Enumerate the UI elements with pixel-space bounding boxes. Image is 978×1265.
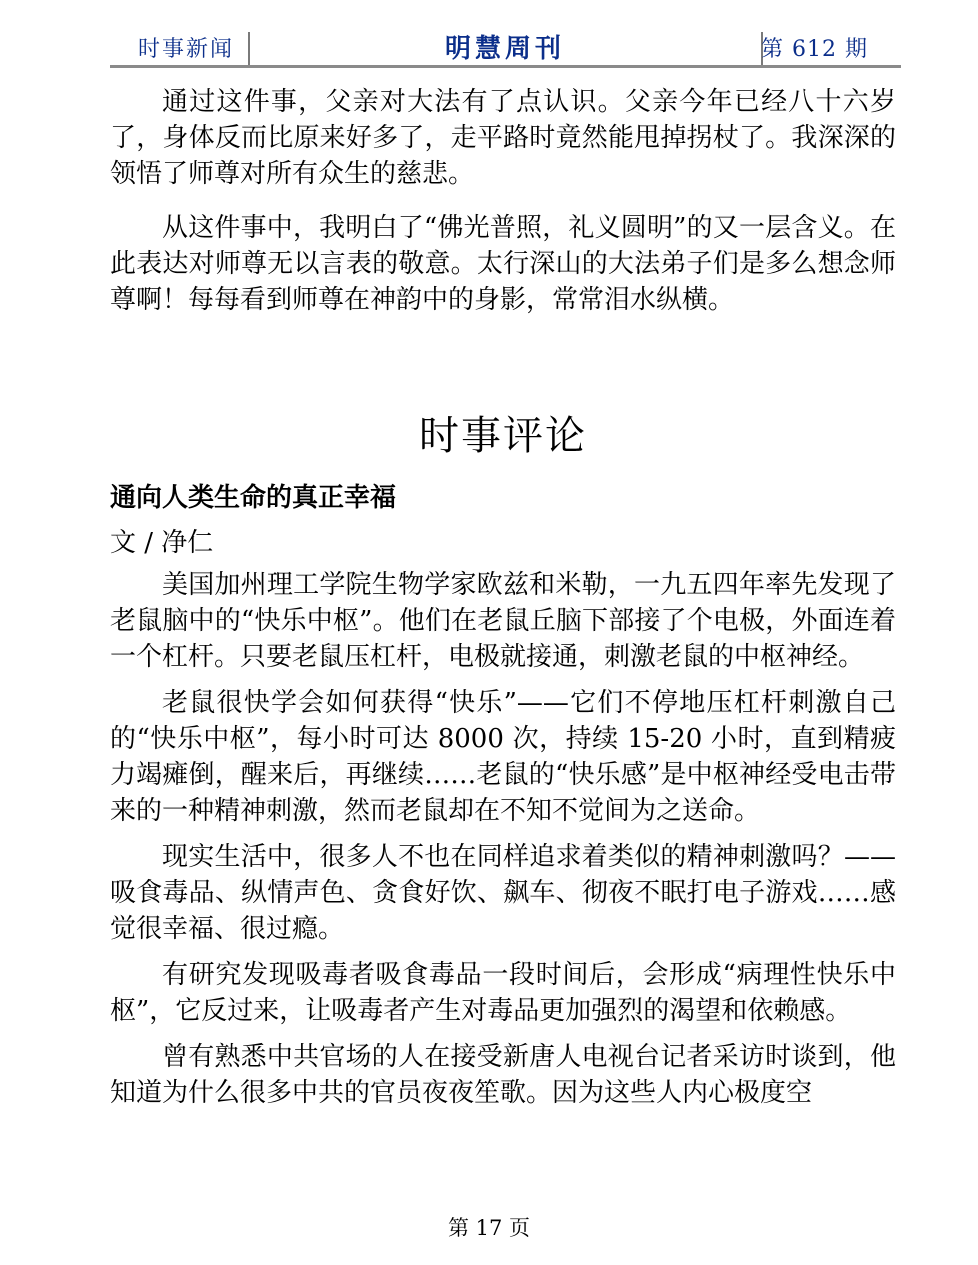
article-paragraph: 老鼠很快学会如何获得“快乐”——它们不停地压杠杆刺激自己的“快乐中枢”，每小时可达 8000 次，持续 15-20 小时，直到精疲力竭瘫倒，醒来后，再继续……老鼠的“快乐感”是中枢神经受电击带来的一种精神刺激，然而老鼠却在不知不觉间为之送命。 [110,688,896,826]
article-author: 文 / 净仁 [110,528,214,558]
article-paragraph: 曾有熟悉中共官场的人在接受新唐人电视台记者采访时谈到，他知道为什么很多中共的官员夜夜笙歌。因为这些人内心极度空 [110,1042,896,1108]
header-rule [110,65,901,68]
intro-paragraph: 通过这件事，父亲对大法有了点认识。父亲今年已经八十六岁了，身体反而比原来好多了，走平路时竟然能甩掉拐杖了。我深深的领悟了师尊对所有众生的慈悲。 [110,87,896,189]
article-title: 通向人类生命的真正幸福 [110,483,397,513]
header-section-label: 时事新闻 [138,37,235,62]
header-publication-title: 明慧周刊 [444,34,565,64]
section-title: 时事评论 [419,413,587,459]
header-issue-number: 第 612 期 [761,37,868,62]
article-paragraph: 美国加州理工学院生物学家欧兹和米勒，一九五四年率先发现了老鼠脑中的“快乐中枢”。他们在老鼠丘脑下部接了个电极，外面连着一个杠杆。只要老鼠压杠杆，电极就接通，刺激老鼠的中枢神经。 [110,570,896,672]
page-number: 第 17 页 [447,1216,531,1240]
intro-paragraph: 从这件事中，我明白了“佛光普照，礼义圆明”的又一层含义。在此表达对师尊无以言表的敬意。太行深山的大法弟子们是多么想念师尊啊！每每看到师尊在神韵中的身影，常常泪水纵横。 [110,213,896,315]
article-paragraph: 有研究发现吸毒者吸食毒品一段时间后，会形成“病理性快乐中枢”，它反过来，让吸毒者产生对毒品更加强烈的渴望和依赖感。 [110,960,896,1026]
page-content [110,84,896,1111]
page-header [110,28,900,68]
article-paragraph: 现实生活中，很多人不也在同样追求着类似的精神刺激吗？——吸食毒品、纵情声色、贪食好饮、飙车、彻夜不眠打电子游戏……感觉很幸福、很过瘾。 [110,842,896,944]
